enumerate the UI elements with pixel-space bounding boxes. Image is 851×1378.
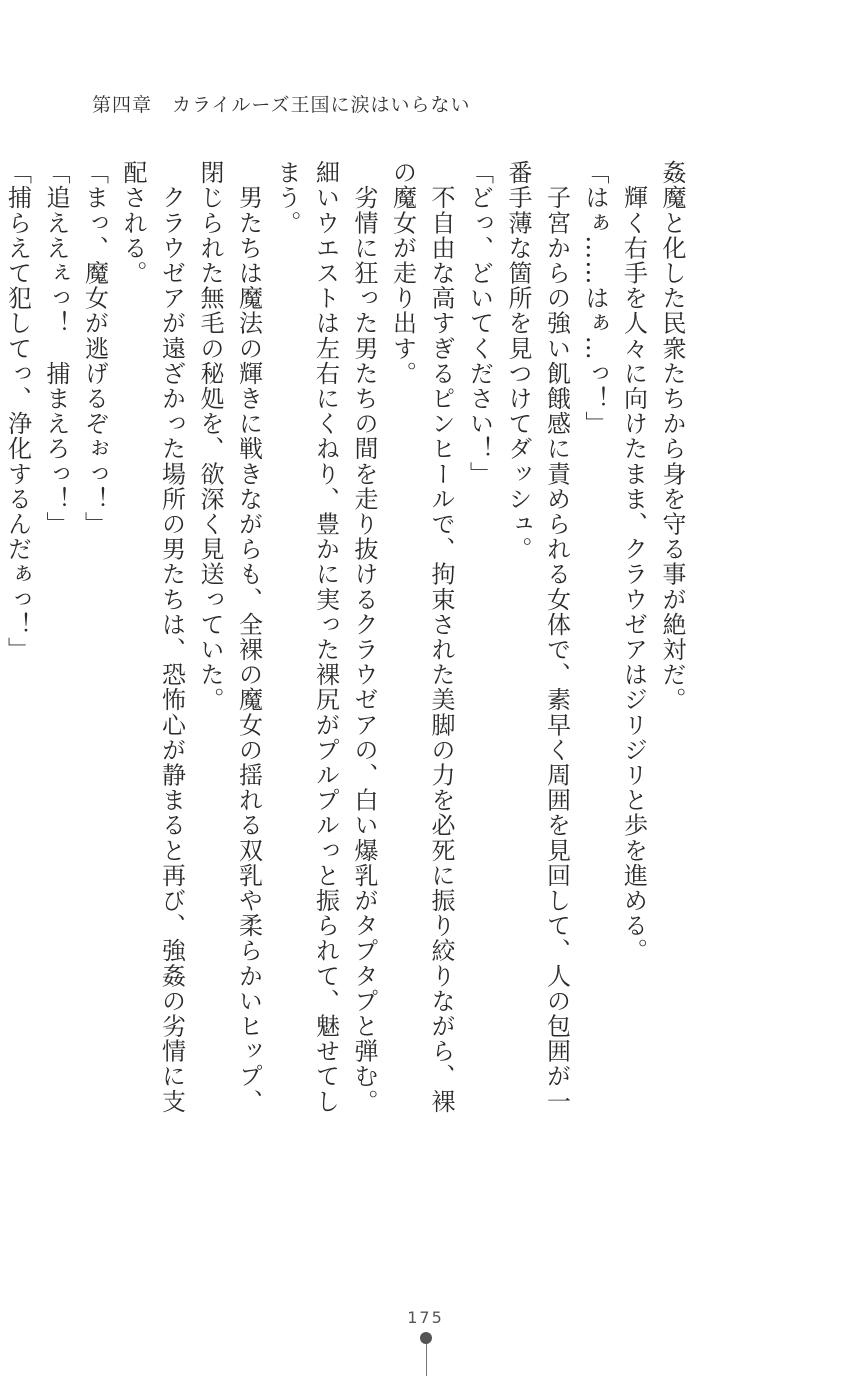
paragraph-11-dialogue: 「追ええぇっ！ 捕まえろっ！」: [42, 160, 70, 537]
page-marker-line: [426, 1344, 427, 1376]
chapter-title-header: 第四章 カライルーズ王国に涙はいらない: [92, 94, 471, 116]
paragraph-6: 不自由な高すぎるピンヒールで、拘束された美脚の力を必死に振り絞りながら、裸の魔女が走り出す。: [388, 160, 455, 1114]
paragraph-4: 子宮からの強い飢餓感に責められる女体で、素早く周囲を見回して、人の包囲が一番手薄な箇所を見つけてダッシュ。: [504, 160, 571, 1114]
page-marker-dot: [420, 1332, 432, 1344]
paragraph-8: 男たちは魔法の輝きに戦きながらも、全裸の魔女の揺れる双乳や柔らかいヒップ、閉じられた無毛の秘処を、欲深く見送っていた。: [196, 160, 263, 1114]
paragraph-5-dialogue: 「どっ、どいてください！」: [465, 160, 494, 487]
vertical-body-text: [3, 160, 691, 1120]
paragraph-7: 劣情に狂った男たちの間を走り抜けるクラウゼアの、白い爆乳がタプタプと弾む。細いウエストは左右にくねり、豊かに実った裸尻がプルプルっと振られて、魅せてしまう。: [273, 160, 378, 1114]
paragraph-1: 姦魔と化した民衆たちから身を守る事が絶対だ。: [658, 160, 686, 713]
page-number: 175: [407, 1308, 444, 1327]
paragraph-12-dialogue: 「捕らえて犯してっ、浄化するんだぁっ！」: [3, 160, 32, 662]
paragraph-3-dialogue: 「はぁ……はぁ…っ！」: [581, 160, 609, 437]
paragraph-9: クラウゼアが遠ざかった場所の男たちは、恐怖心が静まると再び、強姦の劣情に支配される。: [119, 160, 186, 1114]
page-marker-ornament: [420, 1332, 432, 1376]
paragraph-2: 輝く右手を人々に向けたまま、クラウゼアはジリジリと歩を進める。: [619, 160, 648, 964]
paragraph-10-dialogue: 「まっ、魔女が逃げるぞぉっ！」: [80, 160, 109, 537]
